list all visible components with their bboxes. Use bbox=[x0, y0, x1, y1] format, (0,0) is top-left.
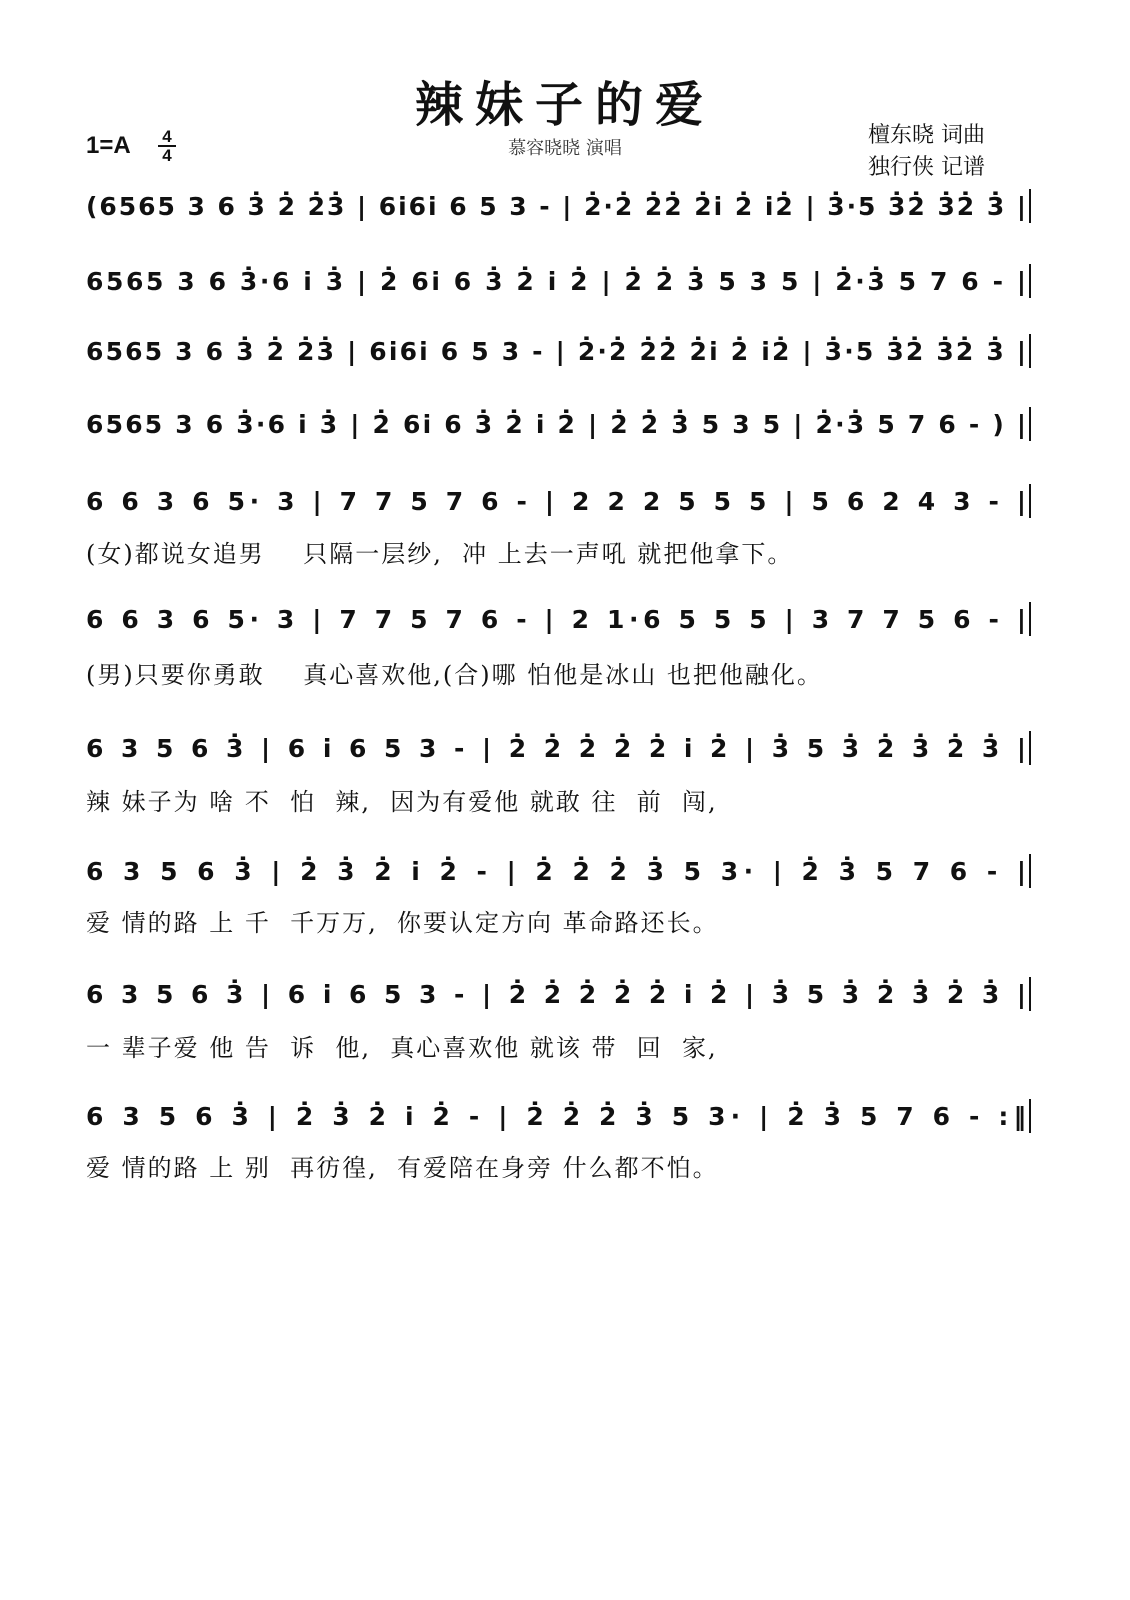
intro-line-4: 6565 3 6 3̇·6 i 3̇ | 2̇ 6i 6 3̇ 2̇ i 2̇ | 2̇ 2̇ 3̇ 5 3 5 | 2̇·3̇ 5 7 6 - ) | bbox=[86, 410, 1026, 439]
verse-notes-3: 6 3 5 6 3̇ | 6 i 6 5 3 - | 2̇ 2̇ 2̇ 2̇ 2̇ i 2̇ | 3̇ 5 3̇ 2̇ 3̇ 2̇ 3̇ | bbox=[86, 734, 1026, 763]
song-title: 辣妹子的爱 bbox=[414, 77, 715, 133]
verse-lyric-5: 一 辈子爱 他 告 诉 他, 真心喜欢他 就该 带 回 家, bbox=[86, 1034, 718, 1062]
verse-lyric-3: 辣 妹子为 啥 不 怕 辣, 因为有爱他 就敢 往 前 闯, bbox=[86, 788, 718, 816]
intro-line-3: 6565 3 6 3̇ 2̇ 2̇3̇ | 6i6i 6 5 3 - | 2̇·2̇ 2̇2̇ 2̇i 2̇ i2̇ | 3̇·5 3̇2̇ 3̇2̇ 3̇ | bbox=[86, 337, 1027, 366]
intro-line-2: 6565 3 6 3̇·6 i 3̇ | 2̇ 6i 6 3̇ 2̇ i 2̇ | 2̇ 2̇ 3̇ 5 3 5 | 2̇·3̇ 5 7 6 - | bbox=[86, 267, 1027, 296]
verse-notes-1: 6 6 3 6 5· 3 | 7 7 5 7 6 - | 2 2 2 5 5 5 | 5 6 2 4 3 - | bbox=[86, 487, 1026, 516]
performer-credit: 慕容晓晓 演唱 bbox=[508, 138, 622, 159]
intro-line-1: (6565 3 6 3̇ 2̇ 2̇3̇ | 6i6i 6 5 3 - | 2̇·2̇ 2̇2̇ 2̇i 2̇ i2̇ | 3̇·5 3̇2̇ 3̇2̇ 3̇ | bbox=[86, 192, 1026, 221]
transcriber-credit: 独行侠 记谱 bbox=[868, 155, 985, 180]
verse-notes-5: 6 3 5 6 3̇ | 6 i 6 5 3 - | 2̇ 2̇ 2̇ 2̇ 2̇ i 2̇ | 3̇ 5 3̇ 2̇ 3̇ 2̇ 3̇ | bbox=[86, 980, 1026, 1009]
verse-lyric-2: (男)只要你勇敢 真心喜欢他,(合)哪 怕他是冰山 也把他融化。 bbox=[86, 661, 823, 689]
time-signature-top: 4 bbox=[162, 127, 172, 146]
verse-lyric-1: (女)都说女追男 只隔一层纱, 冲 上去一声吼 就把他拿下。 bbox=[86, 540, 794, 568]
verse-lyric-6: 爱 情的路 上 别 再彷徨, 有爱陪在身旁 什么都不怕。 bbox=[86, 1154, 719, 1182]
verse-notes-6: 6 3 5 6 3̇ | 2̇ 3̇ 2̇ i 2̇ - | 2̇ 2̇ 2̇ 3̇ 5 3· | 2̇ 3̇ 5 7 6 - :‖ bbox=[86, 1102, 1026, 1131]
time-signature-bottom: 4 bbox=[162, 146, 172, 165]
verse-notes-4: 6 3 5 6 3̇ | 2̇ 3̇ 2̇ i 2̇ - | 2̇ 2̇ 2̇ 3̇ 5 3· | 2̇ 3̇ 5 7 6 - | bbox=[86, 857, 1026, 886]
verse-lyric-4: 爱 情的路 上 千 千万万, 你要认定方向 革命路还长。 bbox=[86, 909, 719, 937]
key-signature: 1=A bbox=[86, 132, 131, 159]
lyrics-music-credit: 檀东晓 词曲 bbox=[868, 123, 985, 148]
verse-notes-2: 6 6 3 6 5· 3 | 7 7 5 7 6 - | 2 1·6 5 5 5 | 3 7 7 5 6 - | bbox=[86, 605, 1026, 634]
